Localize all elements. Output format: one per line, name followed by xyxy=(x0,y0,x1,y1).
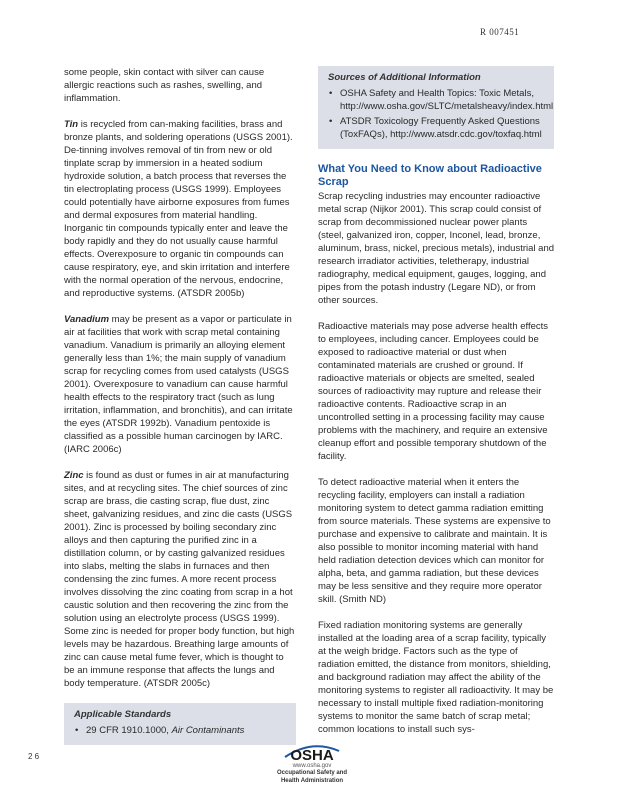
standard-item-prefix: 29 CFR 1910.1000, xyxy=(86,725,172,736)
footer-logo xyxy=(272,742,352,785)
body-paragraph: To detect radioactive material when it enters the recycling facility, employers can install a radiation monitoring system to detect gamma radiation emitting from source materials. These systems are expensive to purchase and expensive to calibrate and maintain. It is also possible to monitor incoming material with hand held radiation detection devices which can monitor for alpha, beta, and gamma radiation, but these devices may be less sensitive and they require more operator skill. (Smith ND) xyxy=(318,477,551,605)
osha-logo-text: OSHA xyxy=(290,747,334,762)
standard-item-title: Air Contaminants xyxy=(171,725,245,736)
tin-paragraph xyxy=(64,118,296,300)
footer-url[interactable]: www.osha.gov xyxy=(292,763,332,769)
bullet-icon: • xyxy=(75,725,79,736)
right-column xyxy=(318,66,554,749)
zinc-term: Zinc xyxy=(64,470,84,481)
applicable-standards-box xyxy=(64,703,296,745)
source-item xyxy=(329,115,544,141)
vanadium-paragraph xyxy=(64,313,296,456)
silver-paragraph-tail: some people, skin contact with silver can cause allergic reactions such as rashes, swelling, and inflammation. xyxy=(64,67,265,104)
tin-term: Tin xyxy=(64,119,79,130)
document-id: R 007451 xyxy=(480,27,520,37)
applicable-standards-title: Applicable Standards xyxy=(74,709,172,720)
zinc-text: is found as dust or fumes in air at manufacturing sites, and at recycling sites. The chief sources of zinc scrap are brass, die casting scrap, flue dust, zinc sheet, galvanizing residues, and zinc die casts (USGS 2001). Zinc is processed by boiling secondary zinc alloys and then capturing the purified zinc in a distillation column, or by casting galvanized residues into slabs, melting the slabs in furnaces and then condensing the zinc fumes. A more recent process involves dissolving the zinc coating from scrap in a hot caustic solution and then recovering the zinc from the solution using an electrolyte process (USGS 1999). Some zinc is needed for proper body function, but high levels may be hazardous. Breathing large amounts of zinc can cause metal fume fever, which is thought to be an immune response that affects the lungs and body temperature. (ATSDR 2005c) xyxy=(64,470,295,689)
bullet-icon: • xyxy=(329,88,333,99)
additional-sources-title: Sources of Additional Information xyxy=(328,72,481,83)
footer-agency-line-2: Health Administration xyxy=(280,778,344,784)
additional-sources-list xyxy=(328,87,554,141)
standard-item xyxy=(75,724,286,737)
vanadium-text: may be present as a vapor or particulate in air at facilities that work with scrap metal containing vanadium. Vanadium is primarily an alloying element generally less than 1%; the main supply of vanadium scrap for recycling comes from used catalysts (USGS 2001). Overexposure to vanadium can cause harmful health effects to the respiratory tract (such as lung irritation, inflammation, and bronchitis), and can irritate the eyes (ATSDR 1992b). Vanadium pentoxide is classified as a possible human carcinogen by IARC. (IARC 2006c) xyxy=(64,314,293,455)
osha-logo-icon xyxy=(282,742,342,762)
zinc-paragraph xyxy=(64,469,296,690)
footer-agency-line-1: Occupational Safety and xyxy=(276,770,348,776)
vanadium-term: Vanadium xyxy=(64,314,110,325)
source-item xyxy=(329,87,554,113)
bullet-icon: • xyxy=(329,116,333,127)
additional-sources-box xyxy=(318,66,554,149)
body-paragraph: Fixed radiation monitoring systems are generally installed at the loading area of a scrap facility, typically at the weigh bridge. Factors such as the type of radiation emitted, the distance from monitors, shielding, and background radiation may affect the ability of the monitoring systems to register all radioactivity. It may be necessary to install multiple fixed radiation-monitoring systems to monitor the same batch of scrap metal; common locations to install such sys- xyxy=(318,620,554,735)
left-column xyxy=(64,66,296,759)
body-paragraph: Radioactive materials may pose adverse health effects to employees, including cancer. Employees could be exposed to radioactive material or dust when contaminated materials are crushed or ground. If radioactive materials or objects are smelted, sealed sources of radioactivity may rupture and release their radioactive contents. Radioactive scrap in an uncontrolled setting in a processing facility may cause problems with the machinery, and require an extensive cleanup effort and possible temporary shutdown of the facility. xyxy=(318,321,549,462)
body-paragraph: Scrap recycling industries may encounter radioactive metal scrap (Nijkor 2001). This scrap could consist of scrap from decommissioned nuclear power plants (steel, galvanized iron, copper, Inconel, lead, bronze, aluminum, brass, nickel, precious metals), industrial and research irradiator activities, teletherapy, industrial radiography, medical equipment, gauges, logging, and pipes from the potash industry (Legare ND), or from other sources. xyxy=(318,191,555,306)
tin-text: is recycled from can-making facilities, brass and bronze plants, and soldering operations (USGS 2001). De-tinning involves removal of tin from new or old tinplate scrap by immersion in a heated sodium hydroxide solution, a batch process that reverses the tin electroplating process (USGS 1999). Employees could potentially have airborne exposures from fumes and dermal exposures from material handling. Inorganic tin compounds typically enter and leave the body rapidly and they do not usually cause harmful effects. Overexposure to organic tin compounds can cause respiratory, eye, and skin irritation and interfere with the normal operation of the nervous, endocrine, and reproductive systems. (ATSDR 2005b) xyxy=(64,119,293,299)
source-item-text[interactable]: OSHA Safety and Health Topics: Toxic Metals, http://www.osha.gov/SLTC/metalsheavy/index.html xyxy=(340,88,554,112)
source-item-text[interactable]: ATSDR Toxicology Frequently Asked Questions (ToxFAQs), http://www.atsdr.cdc.gov/toxfaq.html xyxy=(340,116,542,140)
section-heading: What You Need to Know about Radioactive Scrap xyxy=(318,163,542,188)
applicable-standards-list xyxy=(74,724,286,737)
page-number: 2 6 xyxy=(28,752,40,761)
